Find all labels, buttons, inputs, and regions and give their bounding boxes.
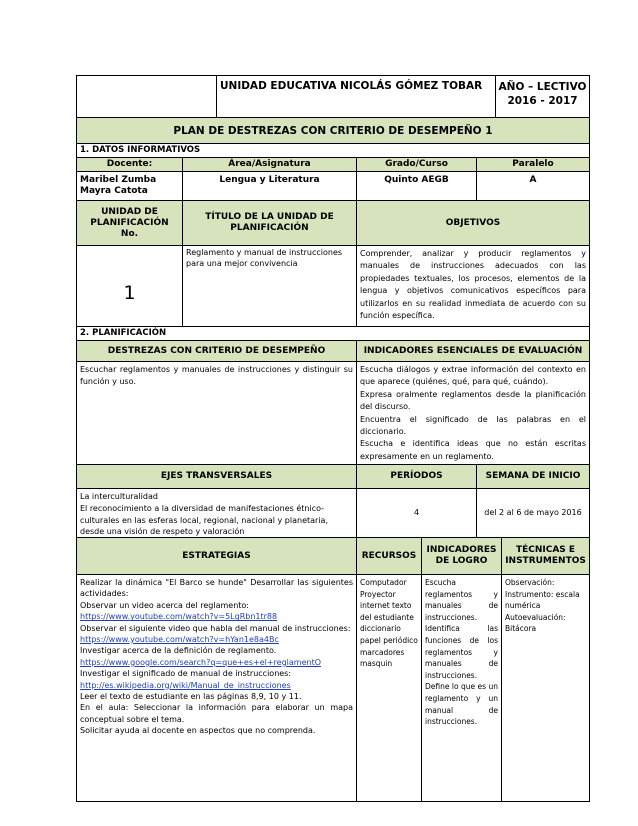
paralelo-value: A: [529, 175, 537, 185]
objetivos-cell: [356, 245, 590, 327]
indicadores-logro-cell: [421, 574, 502, 802]
estrategia-line: En el aula: Seleccionar la información para elaborar un mapa conceptual sobre el tema.: [80, 703, 353, 724]
estrategias-header-label: ESTRATEGIAS: [182, 550, 251, 561]
semana-header-label: SEMANA DE INICIO: [485, 471, 581, 481]
indicadores-header: [356, 340, 590, 362]
unidad-number: 1: [123, 282, 136, 304]
estrategias-header: [76, 537, 357, 575]
tecnica-item: Autoevaluación:: [505, 612, 566, 622]
plan-title: PLAN DE DESTREZAS CON CRITERIO DE DESEMPEÑO 1: [173, 124, 493, 137]
search-link-reglamento[interactable]: https://www.google.com/search?q=que+es+el+reglamentO: [80, 657, 321, 667]
video-link-manual[interactable]: https://www.youtube.com/watch?v=hYan1e8a4Bc: [80, 635, 279, 645]
grado-cell: [356, 171, 477, 201]
unidad-header: [76, 200, 183, 246]
semana-header: [476, 464, 590, 489]
tecnicas-header-label: TÉCNICAS E INSTRUMENTOS: [505, 545, 586, 566]
ejes-header: [76, 464, 357, 489]
indicadores-logro-text: Escucha reglamentos y manuales de instrucciones. Identifica las funciones de los reglamentos y manuales de instrucciones. Define lo que es un reglamento y un manual de instrucciones.: [425, 578, 498, 727]
ejes-cell: [76, 488, 357, 538]
titulo-header-label: TÍTULO DE LA UNIDAD DE PLANIFICACIÓN: [205, 212, 334, 233]
objetivos-text: Comprender, analizar y producir reglamentos y manuales de instrucciones adecuados con las propiedades textuales, los procesos, elementos de la lengua y objetivos comunicativos específicos para utilizarlos en su realidad inmediata de acuerdo con su función específica.: [360, 249, 586, 321]
estrategias-cell: [76, 574, 357, 802]
area-value: Lengua y Literatura: [219, 175, 320, 185]
estrategia-line: Investigar el significado de manual de instrucciones:: [80, 669, 292, 679]
estrategia-line: Observar el siguiente video que habla del manual de instrucciones:: [80, 623, 351, 633]
semana-value: del 2 al 6 de mayo 2016: [484, 508, 582, 517]
indicador-item: Escucha diálogos y extrae información del contexto en que aparece (quiénes, qué, para qué, cuándo).: [360, 365, 586, 387]
ejes-header-label: EJES TRANSVERSALES: [160, 471, 273, 481]
indicador-item: Expresa oralmente reglamentos desde la planificación del discurso.: [360, 389, 586, 412]
video-link-reglamento[interactable]: https://www.youtube.com/watch?v=5LgRbn1tr88: [80, 612, 278, 622]
plan-title-bar: [76, 117, 590, 144]
school-year-cell: [495, 75, 590, 118]
section-2-heading-cell: [76, 326, 590, 341]
school-name-cell: [216, 75, 496, 118]
docente-1: Maribel Zumba: [80, 175, 157, 185]
col-paralelo-label: Paralelo: [512, 159, 554, 169]
periodos-cell: [356, 488, 477, 538]
tecnica-item: Bitácora: [505, 624, 537, 634]
indicador-item: Escucha e identifica ideas que no están escritas expresamente en un reglamento.: [360, 439, 586, 461]
indicadores-header-label: INDICADORES ESENCIALES DE EVALUACIÓN: [363, 345, 583, 356]
col-paralelo: [476, 157, 590, 172]
col-grado-label: Grado/Curso: [385, 159, 448, 169]
tecnica-item: Observación:: [505, 578, 555, 587]
periodos-header: [356, 464, 477, 489]
ejes-text: [77, 489, 356, 538]
year-value: 2016 - 2017: [507, 95, 578, 107]
section-1-heading-cell: [76, 143, 590, 158]
col-grado: [356, 157, 477, 172]
grado-value: Quinto AEGB: [384, 175, 449, 185]
indicador-item: Encuentra el significado de las palabras en el diccionario.: [360, 414, 586, 437]
docente-2: Mayra Catota: [80, 186, 148, 196]
destrezas-header: [76, 340, 357, 362]
titulo-header: [182, 200, 357, 246]
unidad-title-cell: [182, 245, 357, 327]
estrategias-text: [77, 575, 356, 739]
ejes-line-1: La interculturalidad: [80, 492, 158, 501]
objetivos-header: [356, 200, 590, 246]
col-docente-label: Docente:: [106, 159, 153, 169]
tecnica-item: Instrumento: escala numérica: [505, 589, 580, 611]
col-area: [182, 157, 357, 172]
tecnicas-cell: [501, 574, 590, 802]
estrategia-line: Solicitar ayuda al docente en aspectos que no comprenda.: [80, 726, 316, 736]
indicadores-logro-header-label: INDICADORES DE LOGRO: [426, 545, 497, 566]
wiki-link-manual[interactable]: http://es.wikipedia.org/wiki/Manual_de_instrucciones: [80, 680, 291, 690]
docente-cell: [76, 171, 183, 201]
section-1-title: 1. DATOS INFORMATIVOS: [80, 145, 201, 155]
estrategia-line: Realizar la dinámica "El Barco se hunde" Desarrollar las siguientes actividades:: [80, 578, 353, 599]
indicadores-logro-header: [421, 537, 502, 575]
destreza-text: Escuchar reglamentos y manuales de instrucciones y distinguir su función y uso.: [80, 365, 353, 387]
tecnicas-header: [501, 537, 590, 575]
col-docente: [76, 157, 183, 172]
paralelo-cell: [476, 171, 590, 201]
year-label: AÑO – LECTIVO: [498, 81, 587, 93]
tecnicas-text: [502, 575, 589, 637]
indicadores-list: [357, 362, 589, 465]
recursos-header-label: RECURSOS: [361, 550, 417, 561]
header-left-spacer: [76, 75, 217, 118]
col-area-label: Área/Asignatura: [228, 159, 311, 169]
estrategia-line: Investigar acerca de la definición de reglamento.: [80, 646, 277, 656]
area-cell: [182, 171, 357, 201]
destreza-cell: [76, 361, 357, 465]
unidad-title: Reglamento y manual de instrucciones para una mejor convivencia: [186, 248, 343, 268]
unidad-header-label: UNIDAD DE PLANIFICACIÓN No.: [90, 206, 169, 239]
objetivos-header-label: OBJETIVOS: [445, 217, 501, 228]
periodos-value: 4: [413, 508, 420, 517]
semana-cell: [476, 488, 590, 538]
indicadores-cell: [356, 361, 590, 465]
estrategia-line: Observar un video acerca del reglamento:: [80, 600, 249, 610]
school-name: UNIDAD EDUCATIVA NICOLÁS GÓMEZ TOBAR: [220, 80, 483, 92]
recursos-cell: [356, 574, 422, 802]
recursos-text: Computador Proyector internet texto del estudiante diccionario papel periódico marcadores masquin: [360, 578, 418, 669]
periodos-header-label: PERÍODOS: [390, 471, 443, 481]
estrategia-line: Leer el texto de estudiante en las páginas 8,9, 10 y 11.: [80, 692, 302, 702]
destrezas-header-label: DESTREZAS CON CRITERIO DE DESEMPEÑO: [107, 345, 326, 356]
section-2-title: 2. PLANIFICACIÓN: [80, 328, 167, 338]
ejes-line-2: El reconocimiento a la diversidad de manifestaciones étnico-culturales en las esferas local, regional, nacional y planetaria, desde una visión de respeto y valoración: [80, 503, 328, 537]
recursos-header: [356, 537, 422, 575]
unidad-number-cell: [76, 245, 183, 327]
